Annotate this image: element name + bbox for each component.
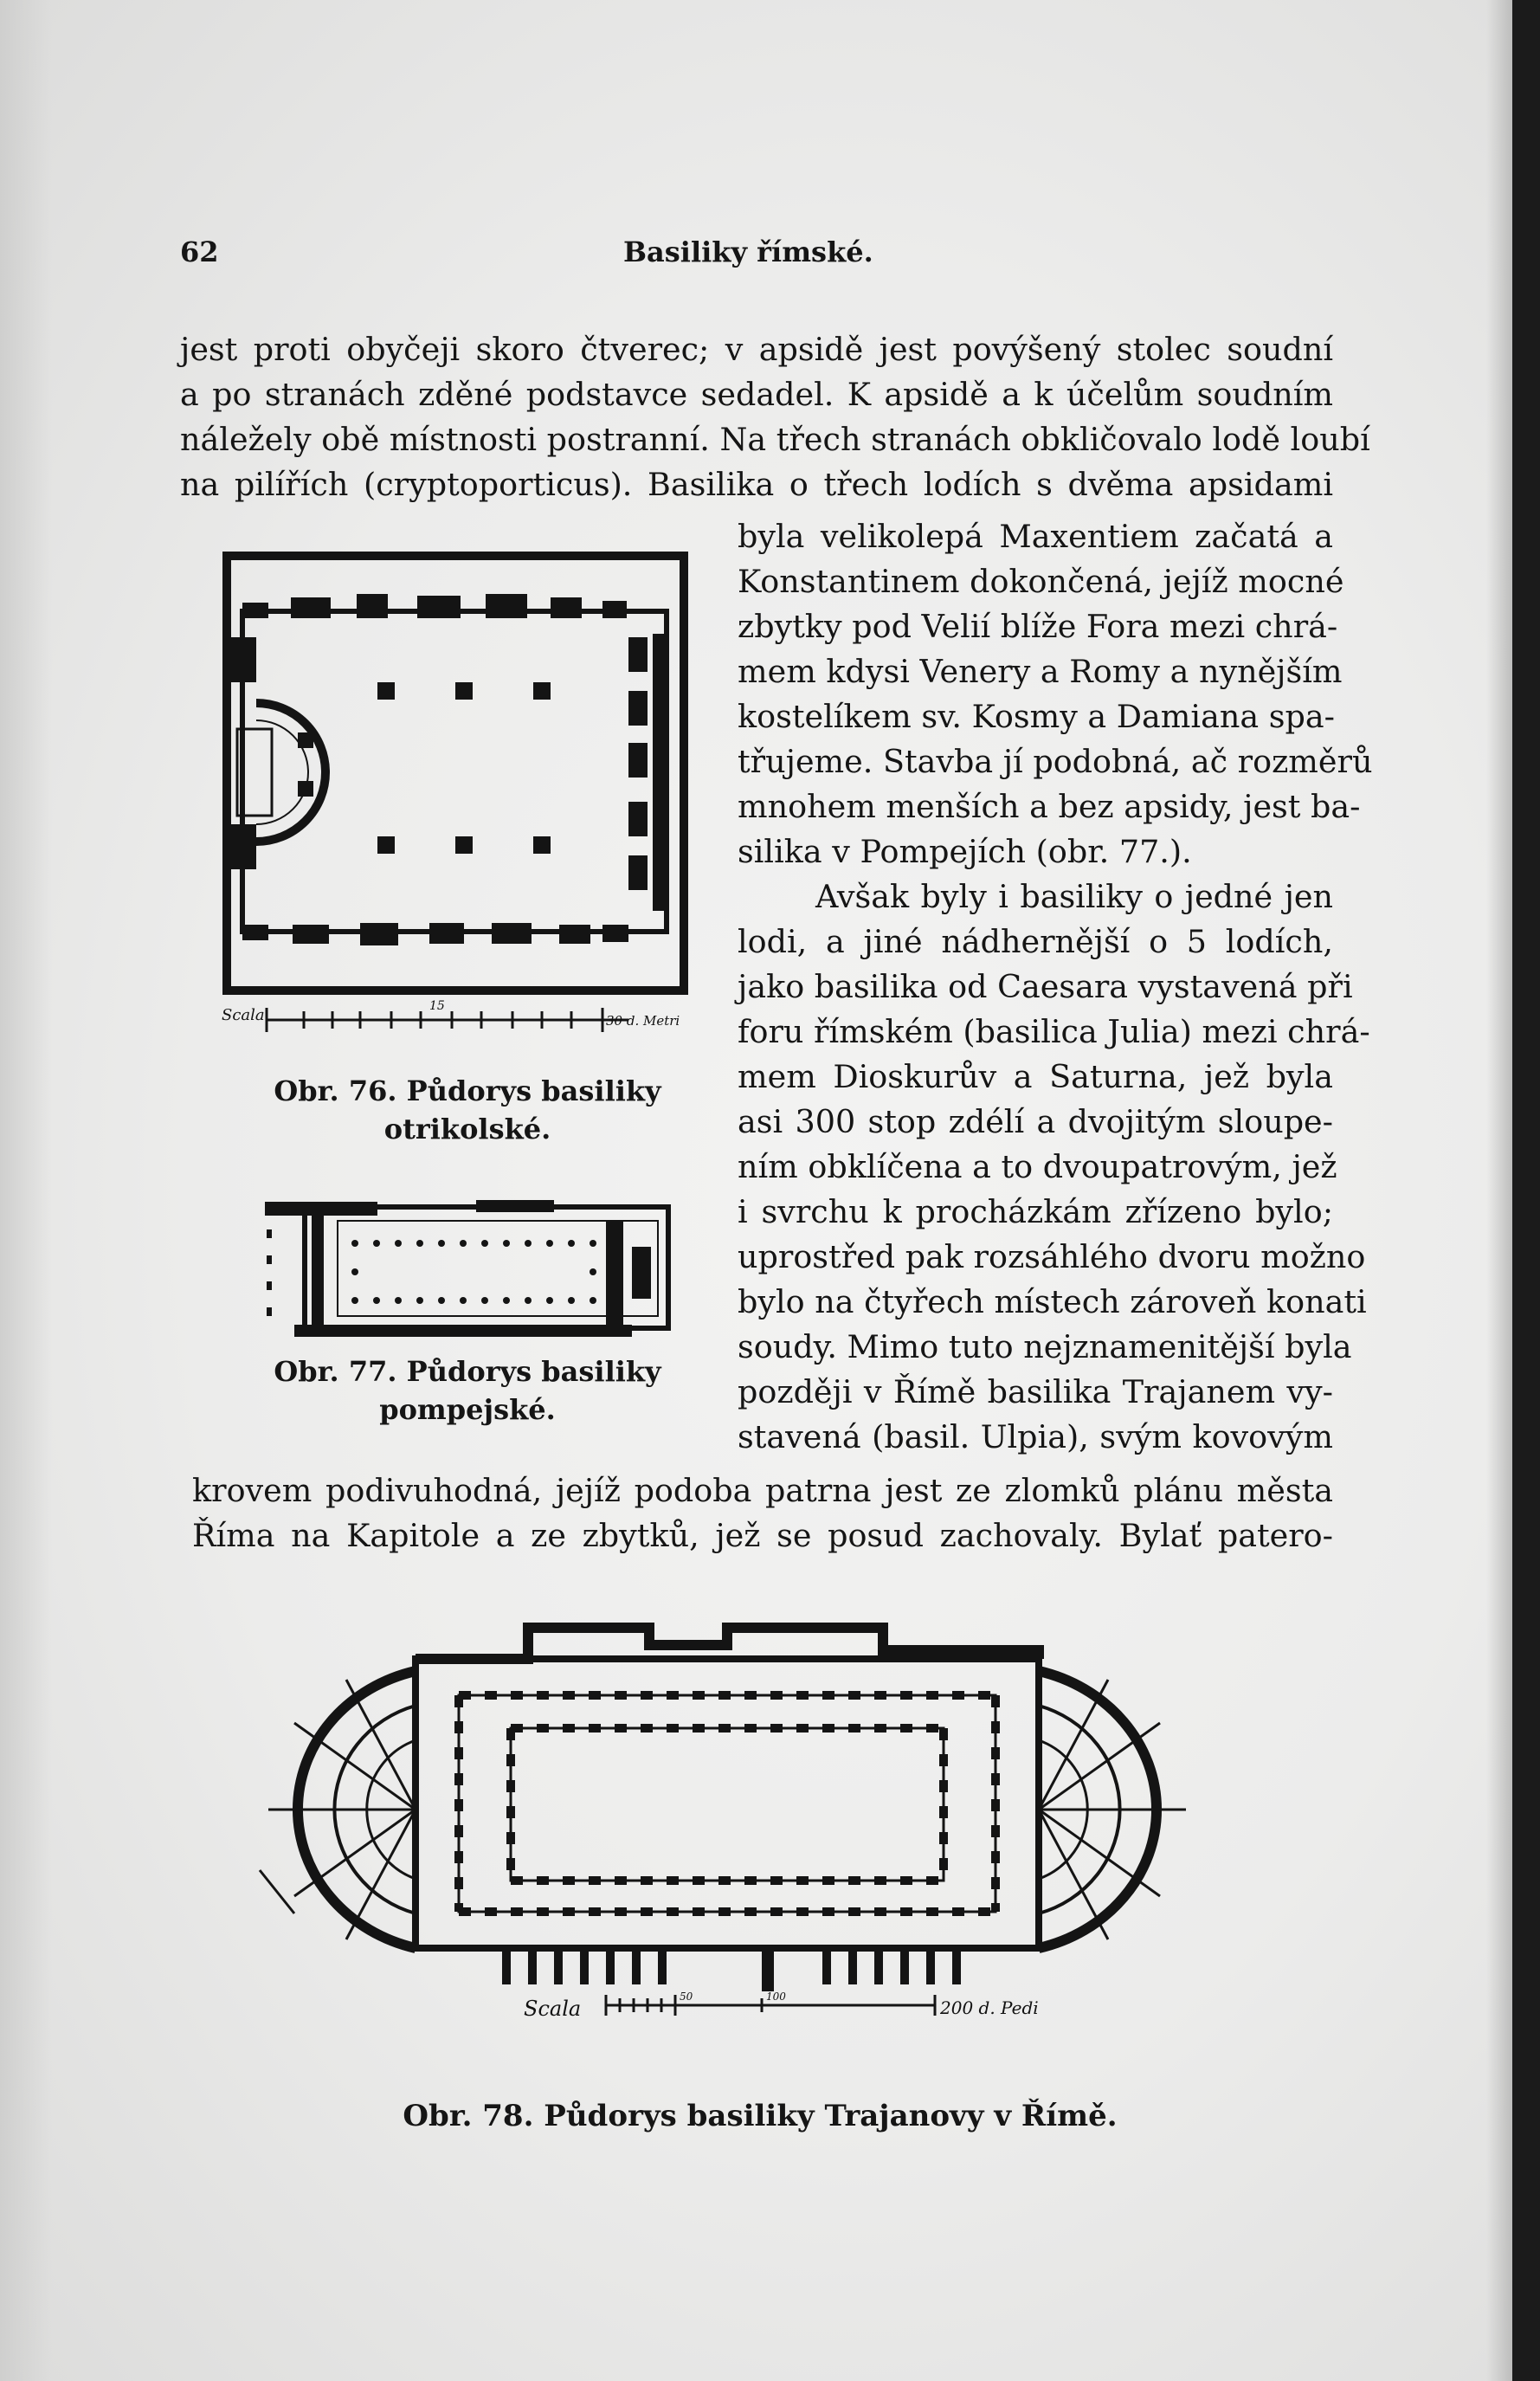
text-line: později v Římě basilika Trajanem vy-	[738, 1373, 1333, 1410]
text-line: i svrchu k procházkám zřízeno bylo;	[738, 1193, 1333, 1230]
text-line: Říma na Kapitole a ze zbytků, jež se posud zachovaly. Bylať patero-	[192, 1517, 1333, 1554]
figure-77-caption	[260, 1352, 675, 1429]
text-line: a po stranách zděné podstavce sedadel. K apsidě a k účelům soudním	[180, 376, 1333, 413]
text-line: silika v Pompejích (obr. 77.).	[738, 833, 1192, 870]
caption-line: pompejské.	[379, 1393, 556, 1426]
figure-77-floor-plan	[260, 1195, 675, 1351]
text-line: ním obklíčena a to dvoupatrovým, jež	[738, 1148, 1337, 1185]
scale-label: 200 d. Pedi	[940, 1997, 1039, 2018]
text-line: na pilířích (cryptoporticus). Basilika o třech lodích s dvěma apsidami	[180, 466, 1333, 503]
page-number: 62	[180, 236, 219, 268]
text-line: soudy. Mimo tuto nejznamenitější byla	[738, 1328, 1352, 1365]
caption-line: otrikolské.	[383, 1113, 551, 1145]
scale-mark: 15	[429, 999, 445, 1013]
running-header	[180, 236, 1340, 275]
scale-mark: 50	[680, 1991, 693, 2003]
scan-shadow-right	[1486, 0, 1512, 2381]
text-line: Avšak byly i basiliky o jedné jen	[815, 878, 1333, 915]
text-line: uprostřed pak rozsáhlého dvoru možno	[738, 1238, 1366, 1275]
text-line: mem Dioskurův a Saturna, jež byla	[738, 1058, 1333, 1095]
text-line: byla velikolepá Maxentiem začatá a	[738, 518, 1333, 555]
text-line: Konstantinem dokončená, jejíž mocné	[738, 563, 1344, 600]
caption-line: Obr. 76. Půdorys basiliky	[274, 1074, 661, 1107]
text-line: zbytky pod Velií blíže Fora mezi chrá-	[738, 608, 1338, 645]
figure-76-floor-plan	[222, 551, 696, 1036]
scale-label: Scala	[524, 1997, 582, 2021]
text-line: jako basilika od Caesara vystavená při	[738, 968, 1353, 1005]
text-line: mem kdysi Venery a Romy a nynějším	[738, 653, 1343, 690]
text-line: jest proti obyčeji skoro čtverec; v apsidě jest povýšený stolec soudní	[180, 331, 1333, 368]
scale-mark: 100	[766, 1991, 786, 2003]
text-line: foru římském (basilica Julia) mezi chrá-	[738, 1013, 1370, 1050]
scale-label: Scala	[222, 1006, 265, 1024]
text-line: kostelíkem sv. Kosmy a Damiana spa-	[738, 698, 1335, 735]
text-line: asi 300 stop zdélí a dvojitým sloupe-	[738, 1103, 1333, 1140]
text-line: stavená (basil. Ulpia), svým kovovým	[738, 1418, 1333, 1455]
figure-78-floor-plan	[242, 1610, 1281, 2026]
scan-shadow-left	[0, 0, 52, 2381]
scale-label: 30 d. Metri	[606, 1013, 680, 1029]
text-line: lodi, a jiné nádhernější o 5 lodích,	[738, 923, 1333, 960]
text-line: mnohem menších a bez apsidy, jest ba-	[738, 788, 1361, 825]
caption-line: Obr. 77. Půdorys basiliky	[274, 1355, 661, 1388]
figure-76-caption	[260, 1072, 675, 1148]
text-line: krovem podivuhodná, jejíž podoba patrna jest ze zlomků plánu města	[192, 1472, 1333, 1509]
text-line: náležely obě místnosti postranní. Na třech stranách obkličovalo lodě loubí	[180, 421, 1370, 458]
text-line: třujeme. Stavba jí podobná, ač rozměrů	[738, 743, 1373, 780]
text-line: bylo na čtyřech místech zároveň konati	[738, 1283, 1367, 1320]
running-title: Basiliky římské.	[623, 236, 873, 268]
figure-78-caption: Obr. 78. Půdorys basiliky Trajanovy v Římě.	[403, 2099, 1118, 2133]
scan-border-right	[1512, 0, 1540, 2381]
